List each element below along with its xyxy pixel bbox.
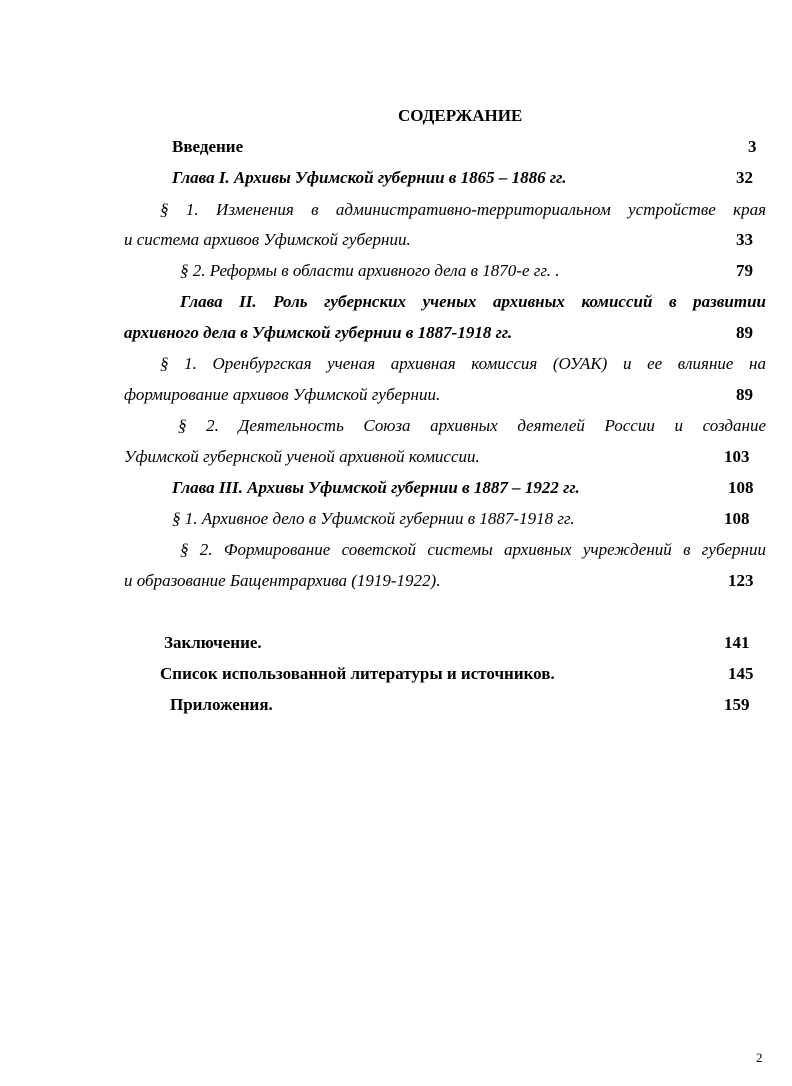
toc-chapter3-page: 108: [728, 478, 754, 497]
toc-ch1-section1-line2: и система архивов Уфимской губернии.: [124, 230, 411, 249]
toc-ch2-section1-line2: формирование архивов Уфимской губернии.: [124, 385, 441, 404]
toc-ch3-section2-line2: и образование Бащентрархива (1919-1922).: [124, 571, 441, 590]
toc-conclusion-page: 141: [724, 633, 750, 652]
toc-ch1-section2-page: 79: [736, 261, 753, 280]
toc-chapter2-page: 89: [736, 323, 753, 342]
toc-ch2-section1-line1: § 1. Оренбургская ученая архивная комиссия (ОУАК) и ее влияние на: [160, 354, 766, 373]
toc-chapter1-label: Глава I. Архивы Уфимской губернии в 1865 – 1886 гг.: [172, 168, 567, 187]
toc-ch3-section1: § 1. Архивное дело в Уфимской губернии в 1887-1918 гг.: [172, 509, 575, 528]
toc-ch1-section2: § 2. Реформы в области архивного дела в 1870-е гг. .: [180, 261, 560, 280]
toc-intro-page: 3: [748, 137, 757, 156]
toc-ch2-section2-line1: § 2. Деятельность Союза архивных деятелей России и создание: [178, 416, 766, 435]
toc-intro-label: Введение: [172, 137, 244, 156]
toc-chapter3-label: Глава III. Архивы Уфимской губернии в 1887 – 1922 гг.: [172, 478, 580, 497]
toc-literature-label: Список использованной литературы и источников.: [160, 664, 555, 683]
toc-chapter1-page: 32: [736, 168, 753, 187]
toc-ch2-section1-page: 89: [736, 385, 753, 404]
toc-ch2-section2-line2: Уфимской губернской ученой архивной комиссии.: [124, 447, 480, 466]
toc-ch3-section2-page: 123: [728, 571, 754, 590]
toc-conclusion-label: Заключение.: [164, 633, 262, 652]
page-number: 2: [756, 1050, 763, 1065]
toc-ch2-section2-page: 103: [724, 447, 750, 466]
toc-ch1-section1-line1: § 1. Изменения в административно-территориальном устройстве края: [160, 200, 766, 219]
toc-literature-page: 145: [728, 664, 754, 683]
toc-chapter2-line1: Глава II. Роль губернских ученых архивных комиссий в развитии: [180, 292, 766, 311]
toc-appendix-page: 159: [724, 695, 750, 714]
toc-title: СОДЕРЖАНИЕ: [398, 106, 523, 125]
toc-ch3-section2-line1: § 2. Формирование советской системы архивных учреждений в губернии: [180, 540, 766, 559]
toc-ch3-section1-page: 108: [724, 509, 750, 528]
toc-ch1-section1-page: 33: [736, 230, 753, 249]
toc-chapter2-line2: архивного дела в Уфимской губернии в 1887-1918 гг.: [124, 323, 513, 342]
toc-appendix-label: Приложения.: [170, 695, 273, 714]
